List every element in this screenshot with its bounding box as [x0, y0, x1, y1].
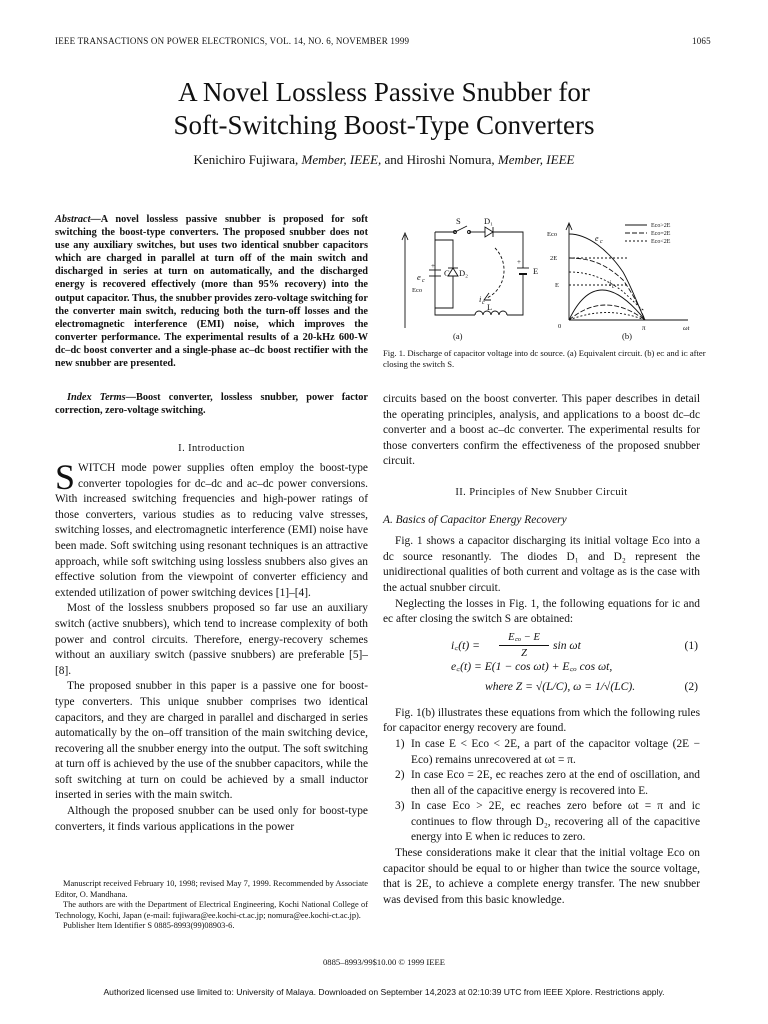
plot-ec-sub: c — [600, 239, 603, 245]
plot-level-2e: 2E — [550, 255, 558, 262]
eq2-number: (2) — [684, 679, 698, 693]
section-2-paragraph-3: Fig. 1(b) illustrates these equations from which the following rules for capacitor energy recovery are found. — [383, 706, 700, 735]
plot-x-axis: ωt — [683, 325, 690, 332]
intro-body — [55, 457, 368, 835]
footnotes — [55, 879, 368, 932]
section-2-heading: II. Principles of New Snubber Circuit — [455, 486, 628, 498]
label-d1: D₁ — [484, 216, 494, 226]
section-2-paragraph-2: Neglecting the losses in Fig. 1, the following equations for ic and ec after closing the switch S are obtained: — [383, 597, 700, 626]
plot-x-pi: π — [642, 324, 646, 332]
eq1-fraction — [499, 630, 549, 662]
author-and: and — [384, 152, 404, 167]
equations — [383, 632, 700, 706]
label-ic: i — [479, 294, 482, 304]
eq3: where Z = √(L/C), ω = 1/√(LC). — [485, 679, 636, 693]
figure-1-caption: Fig. 1. Discharge of capacitor voltage into dc source. (a) Equivalent circuit. (b) eᴄ and iᴄ after closing the switch S. — [383, 348, 706, 369]
intro-continued: circuits based on the boost converter. This paper describes in detail the operating principles, analysis, and applications to a boost dc–dc converter and a boost ac–dc converter. The experimental results for those converters confirm the effectiveness of the proposed snubber circuit. — [383, 393, 700, 468]
plot-ic-sub: c — [612, 284, 615, 290]
right-column — [383, 392, 700, 908]
label-plus-c: + — [431, 262, 435, 270]
eq2: e꜀(t) = E(1 − cos ωt) + E꜀ₒ cos ωt, — [451, 659, 613, 673]
plot-origin: 0 — [558, 323, 562, 330]
label-fig-a: (a) — [453, 331, 463, 341]
intro-paragraph-1: SWITCH mode power supplies often employ the boost-type converter topologies for dc–dc and ac–dc power conversions. With increased switching frequencies and high-power ratings of those converters, various studies as to reducing valve stresses, switching losses, and electromagnetic interference (EMI) noise have been made. Soft switching using resonant techniques is an attractive approach, while soft switching using lossless snubbers also gives an effective solution from the viewpoint of converter efficiency and extended utilization of power switching devices [1]–[4]. — [55, 457, 368, 599]
plot-level-e: E — [555, 282, 559, 289]
label-l: L — [487, 302, 493, 312]
label-c: C — [444, 268, 450, 278]
list-item: 3) In case Eco > 2E, ec reaches zero before ωt = π and ic continues to flow through D₂, recovering all of the capacitive energy into E when ic reduces to zero. — [395, 800, 700, 844]
intro-paragraph-4: Although the proposed snubber can be used only for boost-type converters, it finds various applications in the power — [55, 805, 368, 833]
plot-ic-label: i — [609, 279, 612, 288]
title-line-2: Soft-Switching Boost-Type Converters — [173, 110, 595, 140]
index-terms — [55, 391, 368, 417]
abstract-text: A novel lossless passive snubber is proposed for soft switching the boost-type converters. The proposed snubber does not use any auxiliary switches, but uses two identical snubber capacitors which are charged in parallel at turn off of the main switch and discharged in series at turn on automatically, and the discharged energy is recovered effectively (more than 95% recovery) into the output capacitor. Thus, the snubber provides zero-voltage switching for the converter main switch, reducing both the turn-off losses and the electromagnetic interference (EMI) noise, which improves the converter performance. The experimental results of a 20-kHz 600-W dc–dc boost converter and a single-phase ac–dc boost rectifier with the new snubber are presented. — [55, 214, 368, 370]
paper-title — [0, 76, 768, 142]
index-terms-text: Boost converter, lossless snubber, power factor correction, zero-voltage switching. — [55, 392, 368, 417]
section-2-paragraph-4: These considerations make it clear that the initial voltage Eco on capacitor should be equal to or higher than twice the source voltage, that is 2E, to achieve a complete energy transfer. The new snubber was devised from this basic knowledge. — [383, 847, 700, 906]
eq1-lhs: i꜀(t) = — [451, 638, 480, 652]
footnote-affiliation: The authors are with the Department of Electrical Engineering, Kochi National College of Technology, Kochi, Japan (e-mail: fujiwara@ee.kochi-ct.ac.jp; nomura@ee.kochi-ct.ac.jp). — [55, 900, 368, 920]
legend-item-1: Eco>2E — [651, 223, 671, 229]
eq1-rhs: sin ωt — [553, 638, 581, 652]
label-d2: D₂ — [459, 268, 469, 278]
abstract-label: Abstract— — [55, 214, 101, 225]
author-2-role: Member, IEEE — [497, 152, 575, 167]
label-plus-e: + — [517, 258, 521, 266]
legend-item-2: Eco=2E — [651, 231, 671, 237]
dropcap: S — [55, 457, 76, 497]
author-1-role: Member, IEEE, — [301, 152, 382, 167]
label-eco-circuit: Eco — [412, 287, 423, 294]
intro-paragraph-2: Most of the lossless snubbers proposed so far use an auxiliary switch (active snubbers), which tend to increase complexity of both power and control circuits. Therefore, energy-recovery schemes without an auxiliary switch (passive snubbers) are preferable [5]–[8]. — [55, 602, 368, 677]
journal-header: IEEE TRANSACTIONS ON POWER ELECTRONICS, VOL. 14, NO. 6, NOVEMBER 1999 — [55, 36, 410, 46]
footnote-identifier: Publisher Item Identifier S 0885-8993(99)08903-6. — [63, 921, 235, 931]
label-switch-s: S — [456, 216, 461, 226]
index-terms-label: Index Terms— — [67, 392, 136, 403]
section-2-paragraph-1: Fig. 1 shows a capacitor discharging its initial voltage Eco into a dc source resonantly. The diodes D₁ and D₂ represent the unidirectional qualities of both current and voltage as is the case with the actual snubber circuit. — [383, 535, 700, 594]
section-1-heading: I. Introduction — [178, 443, 245, 454]
legend-item-3: Eco<2E — [651, 239, 671, 245]
eq1-denominator: Z — [521, 648, 527, 660]
figure-1 — [383, 210, 713, 346]
title-line-1: A Novel Lossless Passive Snubber for — [178, 77, 590, 107]
abstract — [55, 213, 368, 370]
license-line: Authorized licensed use limited to: University of Malaya. Downloaded on September 14,2023 at 02:10:39 UTC from IEEE Xplore. Restrictions apply. — [103, 987, 665, 997]
label-fig-b: (b) — [622, 331, 632, 341]
author-line — [0, 152, 768, 168]
label-ec: e — [417, 272, 421, 282]
author-2: Hiroshi Nomura, — [406, 152, 495, 167]
copyright-line: 0885–8993/99$10.00 © 1999 IEEE — [322, 957, 446, 967]
list-item: 1) In case E < Eco < 2E, a part of the capacitor voltage (2E − Eco) remains unrecovered at ωt = π. — [395, 737, 700, 766]
footnote-manuscript: Manuscript received February 10, 1998; revised May 7, 1999. Recommended by Associate Editor, O. Mandhana. — [55, 879, 368, 899]
intro-paragraph-3: The proposed snubber in this paper is a passive one for boost-type converters. This unique snubber comprises two identical capacitors, and they are charged in parallel and discharged in series automatically by the on–off transition of the main switching device, recovering all the snubber energy into the output. The soft switching at turn off is achieved by the use of the snubber capacitors, while the soft switching at turn on could be achieved by a small inductor inserted in series with the main switch. — [55, 680, 368, 802]
plot-y-eco: Eco — [547, 231, 558, 238]
recovery-rules-list — [383, 737, 700, 846]
label-ec-sub: c — [422, 278, 425, 284]
list-item: 2) In case Eco = 2E, ec reaches zero at the end of oscillation, and then all of the capacitive energy is recovered into E. — [395, 769, 700, 797]
author-1: Kenichiro Fujiwara, — [193, 152, 299, 167]
page-number: 1065 — [692, 36, 711, 46]
subsection-a-heading: A. Basics of Capacitor Energy Recovery — [383, 513, 567, 526]
eq1-numerator: E꜀ₒ − E — [499, 630, 549, 647]
label-ic-sub: c — [482, 300, 485, 306]
label-e: E — [533, 266, 539, 276]
figure-1-drawing — [383, 210, 713, 346]
plot-ec-label: e — [595, 234, 599, 243]
eq1-number: (1) — [684, 638, 698, 652]
